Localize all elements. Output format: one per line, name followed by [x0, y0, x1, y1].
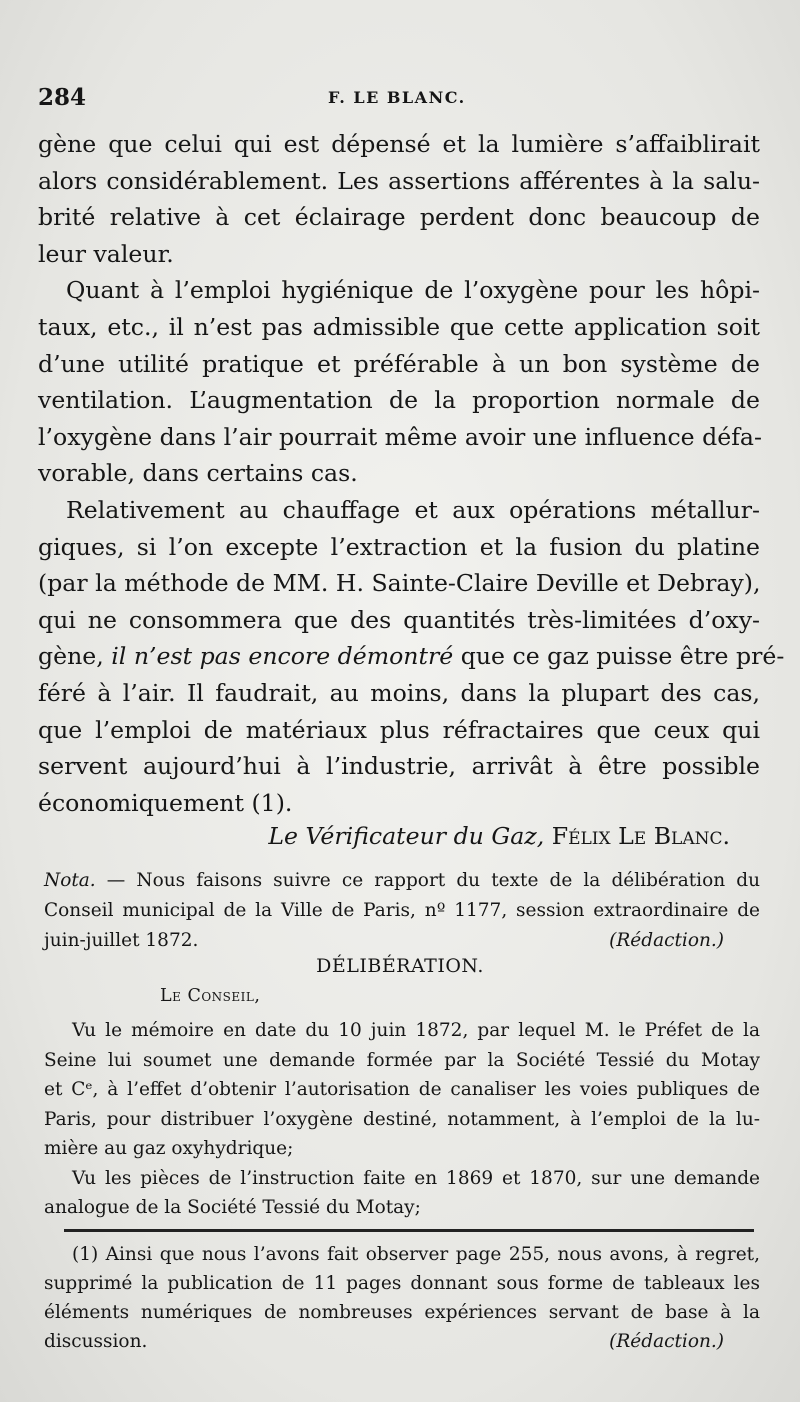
deliberation-line: mière au gaz oxyhydrique;: [44, 1138, 294, 1159]
text-line: giques, si l’on excepte l’extraction et la fusion du platine: [38, 532, 760, 561]
text-line: taux, etc., il n’est pas admissible que cette application soit: [38, 312, 760, 341]
signature-name: Félix Le Blanc.: [551, 822, 730, 850]
conseil-heading: Le Conseil,: [160, 986, 261, 1006]
nota-text: — Nous faisons suivre ce rapport du texte de la délibération du: [106, 870, 760, 891]
footnote-line: éléments numériques de nombreuses expériences servant de base à la: [44, 1302, 760, 1323]
text-line: ventilation. L’augmentation de la proportion normale de: [38, 386, 760, 415]
deliberation-line: Seine lui soumet une demande formée par la Société Tessié du Motay: [44, 1049, 760, 1071]
nota-line: [44, 926, 760, 956]
text-line: d’une utilité pratique et préférable à un bon système de: [38, 349, 760, 378]
text-line: l’oxygène dans l’air pourrait même avoir une influence défa-: [38, 422, 762, 451]
text-fragment: que ce gaz puisse être pré-: [460, 642, 785, 671]
text-line: vorable, dans certains cas.: [38, 459, 358, 488]
text-fragment: gène,: [38, 642, 104, 671]
deliberation-line: analogue de la Société Tessié du Motay;: [44, 1197, 421, 1218]
signature: [38, 822, 760, 850]
text-line: (par la méthode de MM. H. Sainte-Claire Deville et Debray),: [38, 569, 761, 598]
text-line: féré à l’air. Il faudrait, au moins, dans la plupart des cas,: [38, 678, 760, 707]
redaction-note: (Rédaction.): [609, 1331, 724, 1352]
text-line: Relativement au chauffage et aux opérations métallur-: [66, 495, 760, 524]
footnote-line: (1) Ainsi que nous l’avons fait observer page 255, nous avons, à regret,: [72, 1244, 760, 1265]
page-header: [38, 84, 755, 118]
text-line: que l’emploi de matériaux plus réfractaires que ceux qui: [38, 715, 760, 744]
footnote: [44, 1240, 760, 1356]
deliberation-line: Vu le mémoire en date du 10 juin 1872, par lequel M. le Préfet de la: [72, 1020, 760, 1041]
text-line: qui ne consommera que des quantités très-limitées d’oxy-: [38, 605, 760, 634]
text-line: Quant à l’emploi hygiénique de l’oxygène pour les hôpi-: [66, 276, 760, 305]
running-head: F. LE BLANC.: [328, 88, 466, 107]
deliberation-line: et Cᵉ, à l’effet d’obtenir l’autorisation de canaliser les voies publiques de: [44, 1079, 760, 1100]
redaction-note: (Rédaction.): [609, 930, 724, 951]
main-text: [38, 126, 785, 821]
nota-line: Conseil municipal de la Ville de Paris, nº 1177, session extraordinaire de: [44, 900, 760, 921]
nota-text: juin-juillet 1872.: [44, 930, 199, 951]
footnote-line: supprimé la publication de 11 pages donnant sous forme de tableaux les: [44, 1273, 760, 1294]
deliberation-line: Paris, pour distribuer l’oxygène destiné, notamment, à l’emploi de la lu-: [44, 1108, 760, 1130]
text-line: gène que celui qui est dépensé et la lumière s’affaiblirait: [38, 130, 760, 158]
text-line: brité relative à cet éclairage perdent donc beaucoup de: [38, 203, 760, 232]
nota-label: Nota.: [44, 870, 96, 891]
footnote-divider: [64, 1229, 754, 1232]
nota-line: [44, 866, 760, 896]
text-line: économiquement (1).: [38, 788, 293, 817]
footnote-line: [44, 1327, 760, 1356]
italic-emphasis: il n’est pas encore démontré: [111, 642, 454, 671]
text-line-mixed: [38, 638, 785, 675]
page-number: 284: [38, 84, 87, 111]
deliberation-line: Vu les pièces de l’instruction faite en 1869 et 1870, sur une demande: [72, 1167, 760, 1189]
text-line: leur valeur.: [38, 239, 174, 268]
text-line: alors considérablement. Les assertions afférentes à la salu-: [38, 166, 760, 195]
nota-block: [44, 866, 760, 956]
deliberation-title: DÉLIBÉRATION.: [316, 955, 484, 977]
signature-title: Le Vérificateur du Gaz,: [268, 822, 545, 850]
deliberation-text: [44, 1016, 760, 1223]
text-line: servent aujourd’hui à l’industrie, arrivât à être possible: [38, 752, 760, 781]
footnote-text: discussion.: [44, 1331, 148, 1352]
